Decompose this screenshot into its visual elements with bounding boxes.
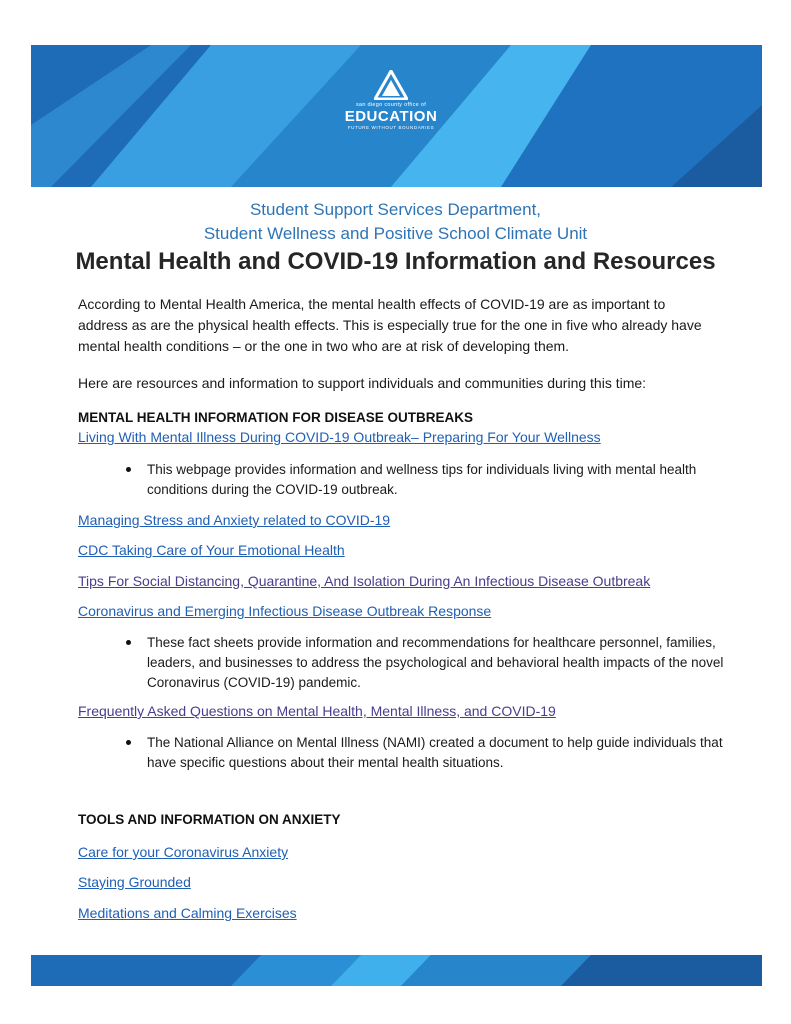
bullet-dot-icon — [126, 640, 131, 645]
section-heading-outbreaks: MENTAL HEALTH INFORMATION FOR DISEASE OUTBREAKS — [78, 410, 473, 425]
link-social-distancing-tips[interactable]: Tips For Social Distancing, Quarantine, And Isolation During An Infectious Disease Outbreak — [78, 573, 651, 589]
logo-tagline: FUTURE WITHOUT BOUNDARIES — [347, 125, 435, 130]
sdcoe-logo — [336, 70, 446, 140]
logo-org-main: EDUCATION — [344, 108, 438, 125]
department-line-1: Student Support Services Department, — [249, 200, 542, 219]
logo-triangle-icon — [374, 70, 408, 100]
intro-paragraph-2: Here are resources and information to support individuals and communities during this time: — [78, 375, 647, 391]
link-cdc-emotional-health[interactable]: CDC Taking Care of Your Emotional Health — [78, 542, 345, 558]
bullet-text: This webpage provides information and wellness tips for individuals living with mental health conditions during the COVID-19 outbreak. — [147, 462, 697, 497]
bullet-text: These fact sheets provide information and recommendations for healthcare personnel, families, leaders, and businesses to address the psychological and behavioral health impacts of the novel Coronavirus (COVID-19) pandemic. — [147, 635, 724, 690]
link-staying-grounded[interactable]: Staying Grounded — [78, 874, 191, 890]
department-line-2: Student Wellness and Positive School Climate Unit — [203, 224, 588, 243]
link-meditations[interactable]: Meditations and Calming Exercises — [78, 905, 297, 921]
intro-paragraph: According to Mental Health America, the mental health effects of COVID-19 are as important to address as are the physical health effects. This is especially true for the one in five who already have mental health conditions – or the one in two who are at risk of developing them. — [78, 296, 702, 354]
bullet-dot-icon — [126, 467, 131, 472]
footer-banner — [31, 955, 762, 986]
logo-org-top: san diego county office of — [355, 102, 427, 108]
link-managing-stress[interactable]: Managing Stress and Anxiety related to COVID-19 — [78, 512, 391, 528]
link-living-with-mental-illness[interactable]: Living With Mental Illness During COVID-19 Outbreak– Preparing For Your Wellness — [78, 429, 601, 445]
bullet-text: The National Alliance on Mental Illness (NAMI) created a document to help guide individuals that have specific questions about their mental health situations. — [147, 735, 723, 770]
link-nami-faq[interactable]: Frequently Asked Questions on Mental Health, Mental Illness, and COVID-19 — [78, 703, 556, 719]
link-coronavirus-anxiety[interactable]: Care for your Coronavirus Anxiety — [78, 844, 289, 860]
page-title: Mental Health and COVID-19 Information and Resources — [75, 248, 716, 275]
bullet-dot-icon — [126, 740, 131, 745]
section-heading-anxiety: TOOLS AND INFORMATION ON ANXIETY — [78, 812, 341, 827]
link-coronavirus-outbreak-response[interactable]: Coronavirus and Emerging Infectious Disease Outbreak Response — [78, 603, 492, 619]
